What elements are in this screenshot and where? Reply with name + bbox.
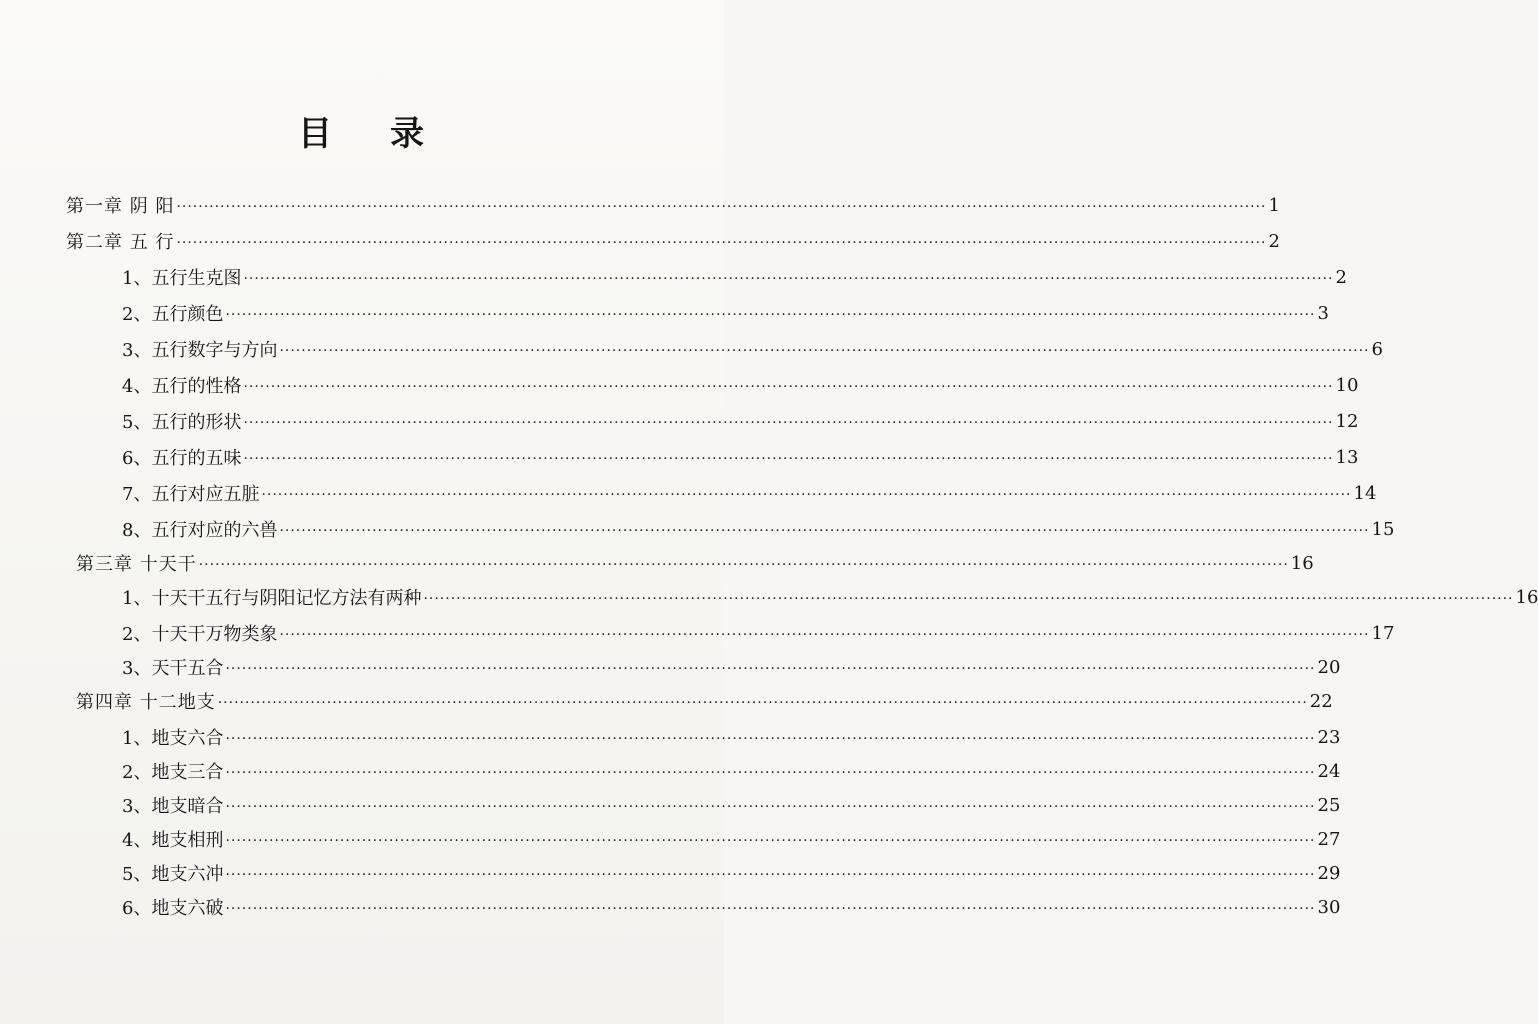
- toc-entry-label: 1、五行生克图: [122, 268, 242, 289]
- toc-entry-page: 25: [1317, 794, 1341, 816]
- toc-entry-label: 2、十天干万物类象: [122, 624, 278, 645]
- toc-entry-page: 20: [1317, 656, 1341, 678]
- leader-dots: ········································································································································································································: [225, 867, 1316, 883]
- leader-dots: ········································································································································································································: [279, 523, 1370, 539]
- toc-entry-page: 16: [1515, 586, 1538, 608]
- leader-dots: ········································································································································································································: [225, 799, 1316, 815]
- toc-entry: [76, 548, 1314, 578]
- toc-entry: [66, 190, 1280, 220]
- toc-entry-label: 4、五行的性格: [122, 376, 242, 397]
- toc-entry-page: 17: [1371, 622, 1395, 644]
- leader-dots: ········································································································································································································: [243, 451, 1334, 467]
- toc-entry: [122, 370, 1359, 400]
- toc-entry: [122, 442, 1359, 472]
- leader-dots: ········································································································································································································: [279, 343, 1370, 359]
- toc-entry-page: 13: [1335, 446, 1359, 468]
- toc-entry-page: 27: [1317, 828, 1341, 850]
- toc-entry-page: 10: [1335, 374, 1359, 396]
- toc-entry-label: 第一章 阴 阳: [66, 196, 175, 217]
- leader-dots: ········································································································································································································: [176, 235, 1267, 251]
- title-char-1: 目: [298, 114, 334, 154]
- leader-dots: ········································································································································································································: [243, 415, 1334, 431]
- leader-dots: ········································································································································································································: [217, 695, 1308, 711]
- toc-entry-page: 15: [1371, 518, 1395, 540]
- toc-entry-label: 5、地支六冲: [122, 864, 224, 885]
- toc-entry-label: 第四章 十二地支: [76, 692, 216, 713]
- leader-dots: ········································································································································································································: [243, 379, 1334, 395]
- toc-entry-label: 3、天干五合: [122, 658, 224, 679]
- toc-entry: [122, 652, 1341, 682]
- toc-entry: [122, 478, 1377, 508]
- toc-entry-page: 23: [1317, 726, 1341, 748]
- toc-entry-label: 6、地支六破: [122, 898, 224, 919]
- leader-dots: ········································································································································································································: [225, 731, 1316, 747]
- toc-entry-label: 8、五行对应的六兽: [122, 520, 278, 541]
- toc-entry-page: 12: [1335, 410, 1359, 432]
- leader-dots: ········································································································································································································: [198, 557, 1289, 573]
- toc-entry: [122, 618, 1395, 648]
- toc-entry-label: 2、五行颜色: [122, 304, 224, 325]
- toc-entry: [122, 334, 1383, 364]
- toc-entry-label: 3、地支暗合: [122, 796, 224, 817]
- toc-entry: [76, 686, 1333, 716]
- toc-title: [0, 106, 724, 155]
- toc-entry: [66, 226, 1280, 256]
- toc-entry-label: 2、地支三合: [122, 762, 224, 783]
- toc-entry: [122, 858, 1341, 888]
- leader-dots: ········································································································································································································: [225, 661, 1316, 677]
- toc-entry: [122, 514, 1395, 544]
- toc-entry: [122, 892, 1341, 922]
- toc-entry-page: 29: [1317, 862, 1341, 884]
- leader-dots: ········································································································································································································: [261, 487, 1352, 503]
- toc-entry: [122, 262, 1347, 292]
- toc-entry: [122, 298, 1329, 328]
- toc-entry-label: 4、地支相刑: [122, 830, 224, 851]
- toc-entry: [122, 824, 1341, 854]
- toc-entry-page: 30: [1317, 896, 1341, 918]
- toc-entry-label: 5、五行的形状: [122, 412, 242, 433]
- toc-entry: [122, 722, 1341, 752]
- toc-entry-label: 第三章 十天干: [76, 554, 197, 575]
- toc-entry-page: 2: [1335, 266, 1347, 288]
- leader-dots: ········································································································································································································: [225, 307, 1316, 323]
- leader-dots: ········································································································································································································: [225, 901, 1316, 917]
- toc-entry: [122, 756, 1341, 786]
- toc-entry-page: 24: [1317, 760, 1341, 782]
- toc-entry: [122, 582, 1538, 612]
- toc-entry-page: 3: [1317, 302, 1329, 324]
- toc-entry-page: 2: [1268, 230, 1280, 252]
- toc-entry: [122, 790, 1341, 820]
- leader-dots: ········································································································································································································: [176, 199, 1267, 215]
- toc-entry-label: 1、十天干五行与阴阳记忆方法有两种: [122, 588, 422, 609]
- toc-entry-page: 14: [1353, 482, 1377, 504]
- leader-dots: ········································································································································································································: [423, 591, 1514, 607]
- toc-entry-label: 第二章 五 行: [66, 232, 175, 253]
- toc-entry: [122, 406, 1359, 436]
- toc-entry-label: 6、五行的五味: [122, 448, 242, 469]
- toc-entry-page: 1: [1268, 194, 1280, 216]
- toc-entry-page: 6: [1371, 338, 1383, 360]
- toc-entry-label: 3、五行数字与方向: [122, 340, 278, 361]
- leader-dots: ········································································································································································································: [225, 833, 1316, 849]
- toc-entry-page: 16: [1290, 552, 1314, 574]
- leader-dots: ········································································································································································································: [279, 627, 1370, 643]
- toc-entry-page: 22: [1309, 690, 1333, 712]
- leader-dots: ········································································································································································································: [243, 271, 1334, 287]
- title-char-2: 录: [390, 114, 426, 154]
- toc-entry-label: 7、五行对应五脏: [122, 484, 260, 505]
- toc-entry-label: 1、地支六合: [122, 728, 224, 749]
- leader-dots: ········································································································································································································: [225, 765, 1316, 781]
